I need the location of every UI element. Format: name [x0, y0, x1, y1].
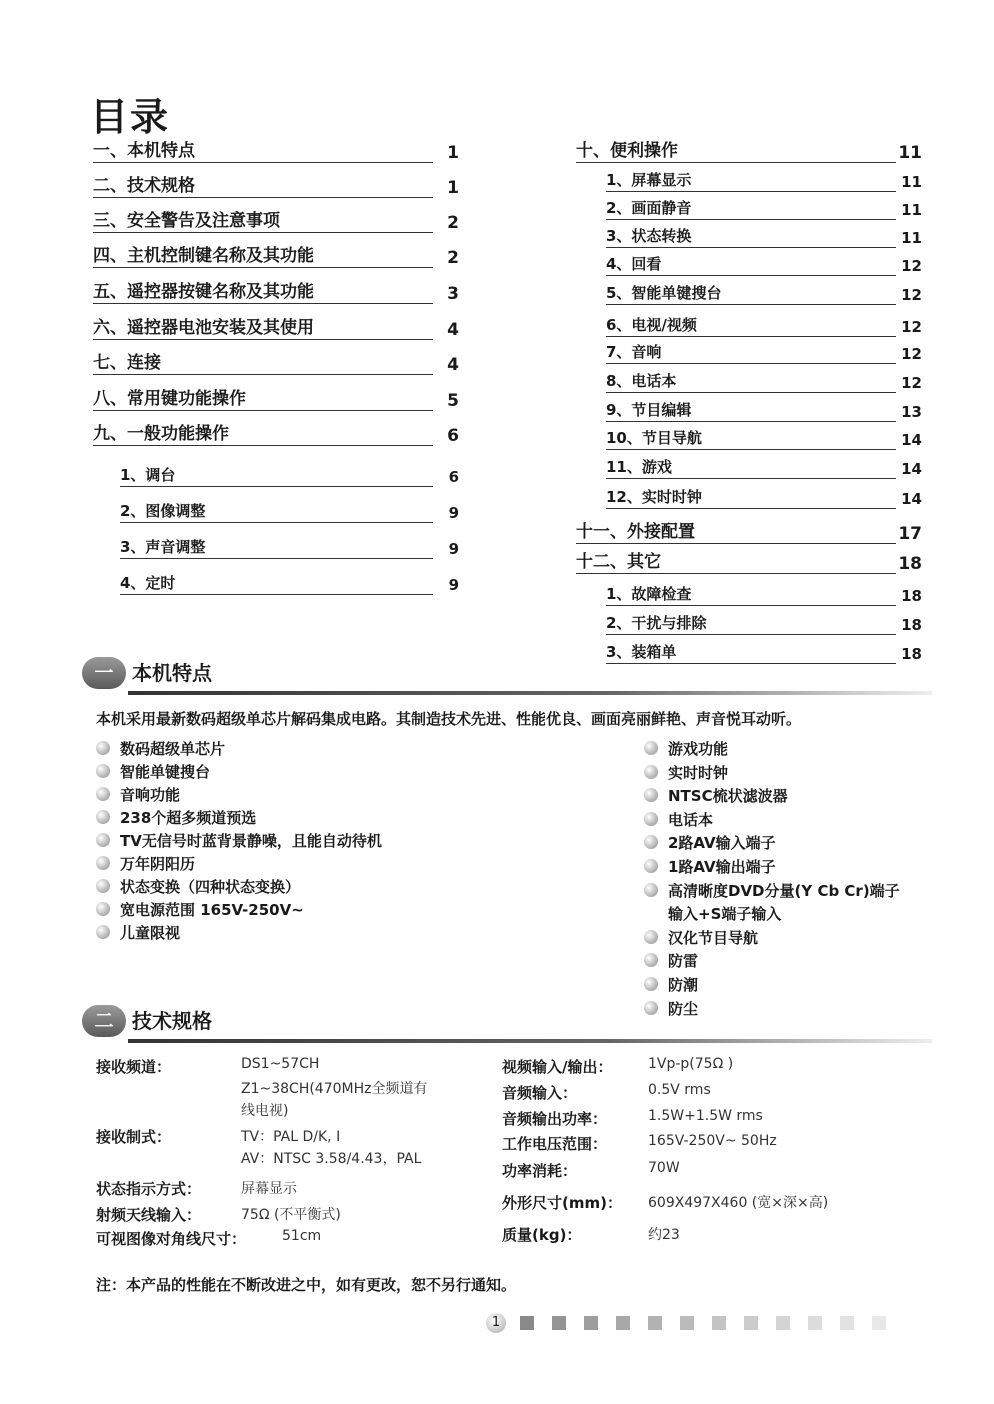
bullet-icon: [644, 812, 658, 826]
bullet-icon: [644, 835, 658, 849]
bullet-icon: [644, 788, 658, 802]
spec-label: 视频输入/输出：: [502, 1058, 613, 1076]
bullet-icon: [644, 883, 658, 897]
spec-label: 工作电压范围：: [502, 1135, 608, 1153]
feature-text: 1路AV输出端子: [668, 858, 776, 876]
toc-entry-label: 8、电话本: [606, 371, 896, 393]
bullet-icon: [96, 741, 110, 755]
spec-value: 约23: [648, 1227, 680, 1243]
footnote: 注：本产品的性能在不断改进之中，如有更改，恕不另行通知。: [96, 1276, 517, 1294]
spec-value: 75Ω (不平衡式): [241, 1207, 341, 1223]
toc-entry-label: 1、调台: [120, 465, 433, 487]
spec-value: 609X497X460 (宽×深×高): [648, 1195, 829, 1211]
toc-entry-page: 14: [901, 490, 922, 508]
spec-value: 1.5W+1.5W rms: [648, 1108, 763, 1124]
feature-text: 汉化节目导航: [668, 928, 759, 947]
feature-item: [96, 738, 225, 760]
feature-item: [96, 761, 210, 783]
toc-entry-page: 6: [448, 468, 459, 486]
toc-entry[interactable]: [576, 552, 922, 574]
toc-entry-page: 12: [901, 345, 922, 363]
spec-value: 165V-250V~ 50Hz: [648, 1133, 777, 1149]
feature-text: 238个超多频道预选: [120, 809, 257, 827]
bullet-icon: [96, 833, 110, 847]
toc-entry-label: 11、游戏: [606, 457, 896, 479]
toc-entry-label: 7、音响: [606, 342, 896, 364]
feature-text: 数码超级单芯片: [120, 740, 226, 758]
section2-divider: [128, 1039, 932, 1043]
toc-entry-page: 2: [447, 213, 459, 233]
toc-entry[interactable]: [606, 487, 922, 509]
toc-entry-page: 12: [901, 286, 922, 304]
toc-entry[interactable]: [606, 400, 922, 422]
decoration-square: [744, 1316, 758, 1330]
bullet-icon: [644, 741, 658, 755]
toc-entry-label: 6、电视/视频: [606, 315, 896, 337]
spec-value: TV：PAL D/K, I: [241, 1129, 341, 1145]
toc-entry-label: 3、状态转换: [606, 226, 896, 248]
toc-entry-label: 七、连接: [93, 353, 433, 375]
feature-item: [96, 876, 300, 898]
spec-value: 70W: [648, 1160, 680, 1176]
decoration-square: [680, 1316, 694, 1330]
feature-item: [96, 784, 180, 806]
feature-text: 状态变换（四种状态变换）: [120, 878, 301, 896]
bullet-icon: [96, 810, 110, 824]
bullet-icon: [644, 977, 658, 991]
toc-entry[interactable]: [606, 254, 922, 276]
page-indicator: [486, 1312, 904, 1334]
toc-entry-page: 1: [447, 143, 459, 163]
toc-entry[interactable]: [93, 141, 459, 163]
bullet-icon: [96, 764, 110, 778]
toc-entry-page: 4: [447, 320, 459, 340]
feature-item: [644, 927, 758, 949]
spec-label: 音频输出功率：: [502, 1110, 608, 1128]
toc-entry-label: 八、常用键功能操作: [93, 389, 433, 411]
spec-label: 功率消耗：: [502, 1162, 578, 1180]
toc-entry[interactable]: [93, 318, 459, 340]
decoration-square: [808, 1316, 822, 1330]
toc-entry-label: 1、屏幕显示: [606, 170, 896, 192]
decoration-square: [584, 1316, 598, 1330]
toc-entry[interactable]: [93, 176, 459, 198]
feature-text: 儿童限视: [120, 924, 181, 942]
spec-label: 接收制式：: [96, 1128, 172, 1146]
toc-entry[interactable]: [120, 537, 459, 559]
feature-item: [644, 785, 788, 807]
toc-entry-page: 14: [901, 431, 922, 449]
bullet-icon: [96, 879, 110, 893]
spec-value: 51cm: [282, 1228, 322, 1244]
toc-entry-label: 一、本机特点: [93, 141, 433, 163]
spec-label: 可视图像对角线尺寸：: [96, 1230, 247, 1248]
spec-label: 外形尺寸(mm)：: [502, 1194, 622, 1212]
feature-text: TV无信号时蓝背景静噪，且能自动待机: [120, 832, 382, 850]
feature-item: [96, 899, 304, 921]
feature-item: [644, 762, 728, 784]
feature-text: 输入+S端子输入: [668, 905, 782, 924]
feature-item: [96, 807, 256, 829]
toc-entry-label: 2、画面静音: [606, 198, 896, 220]
toc-entry-label: 3、装箱单: [606, 642, 896, 664]
toc-entry-label: 4、回看: [606, 254, 896, 276]
toc-entry[interactable]: [606, 226, 922, 248]
toc-entry-page: 11: [901, 201, 922, 219]
toc-entry-page: 9: [448, 540, 459, 558]
spec-label: 接收频道：: [96, 1058, 172, 1076]
toc-entry[interactable]: [120, 573, 459, 595]
toc-entry-label: 2、干扰与排除: [606, 613, 896, 635]
feature-item: [644, 809, 713, 831]
feature-text: NTSC梳状滤波器: [668, 787, 788, 806]
decoration-square: [648, 1316, 662, 1330]
toc-entry-page: 6: [447, 426, 459, 446]
spec-value: AV：NTSC 3.58/4.43，PAL: [241, 1151, 422, 1167]
feature-text: 电话本: [668, 810, 714, 829]
toc-entry-page: 12: [901, 318, 922, 336]
spec-label: 射频天线输入：: [96, 1206, 202, 1224]
toc-entry[interactable]: [606, 584, 922, 606]
toc-entry-label: 5、智能单键搜台: [606, 283, 896, 305]
page-title: 目录: [90, 95, 171, 139]
toc-entry-page: 2: [447, 248, 459, 268]
toc-entry[interactable]: [606, 170, 922, 192]
toc-entry-page: 9: [448, 576, 459, 594]
toc-entry[interactable]: [606, 283, 922, 305]
toc-entry-label: 十、便利操作: [576, 141, 896, 163]
decoration-square: [552, 1316, 566, 1330]
feature-text: 宽电源范围 165V-250V~: [120, 901, 304, 919]
feature-item: [644, 950, 698, 972]
toc-entry[interactable]: [606, 428, 922, 450]
toc-entry-label: 1、故障检查: [606, 584, 896, 606]
toc-entry-label: 十二、其它: [576, 552, 896, 574]
page-number: 1: [486, 1313, 506, 1333]
spec-value: Z1~38CH(470MHz全频道有: [241, 1081, 428, 1097]
toc-entry-label: 12、实时时钟: [606, 487, 896, 509]
section2-header: [82, 1003, 932, 1043]
bullet-icon: [96, 856, 110, 870]
toc-entry-label: 二、技术规格: [93, 176, 433, 198]
decoration-square: [776, 1316, 790, 1330]
toc-entry[interactable]: [606, 371, 922, 393]
decoration-square: [520, 1316, 534, 1330]
toc-entry[interactable]: [606, 342, 922, 364]
toc-entry-page: 3: [447, 284, 459, 304]
toc-entry-page: 12: [901, 374, 922, 392]
spec-value: 1Vp-p(75Ω ): [648, 1056, 734, 1072]
toc-entry[interactable]: [606, 315, 922, 337]
bullet-icon: [644, 859, 658, 873]
decoration-square: [616, 1316, 630, 1330]
section2-title: 技术规格: [132, 1009, 212, 1033]
toc-entry-page: 5: [447, 391, 459, 411]
bullet-icon: [96, 902, 110, 916]
bullet-icon: [644, 953, 658, 967]
toc-entry-label: 4、定时: [120, 573, 433, 595]
toc-entry-page: 18: [901, 645, 922, 663]
toc-entry-page: 18: [901, 587, 922, 605]
feature-text: 音响功能: [120, 786, 181, 804]
toc-entry-page: 11: [901, 173, 922, 191]
section1-divider: [128, 691, 932, 695]
toc-entry-label: 十一、外接配置: [576, 522, 896, 544]
feature-text: 高清晰度DVD分量(Y Cb Cr)端子: [668, 881, 900, 900]
feature-item: [96, 922, 180, 944]
decoration-square: [712, 1316, 726, 1330]
toc-entry-page: 12: [901, 257, 922, 275]
section1-title: 本机特点: [132, 661, 212, 685]
spec-label: 质量(kg)：: [502, 1226, 582, 1244]
bullet-icon: [644, 930, 658, 944]
spec-value: 线电视): [241, 1103, 289, 1119]
feature-item: [96, 853, 195, 875]
toc-entry-page: 14: [901, 460, 922, 478]
feature-text: 万年阴阳历: [120, 855, 196, 873]
feature-item: [644, 856, 776, 878]
toc-entry[interactable]: [606, 457, 922, 479]
toc-entry-page: 18: [901, 616, 922, 634]
toc-entry[interactable]: [93, 353, 459, 375]
toc-entry-page: 18: [898, 554, 922, 574]
feature-text: 防尘: [668, 999, 699, 1018]
spec-label: 音频输入：: [502, 1084, 578, 1102]
bullet-icon: [96, 787, 110, 801]
section1-badge: 一: [82, 657, 126, 689]
toc-entry-label: 9、节目编辑: [606, 400, 896, 422]
decoration-square: [872, 1316, 886, 1330]
feature-text: 游戏功能: [668, 740, 729, 758]
toc-entry-page: 13: [901, 403, 922, 421]
spec-label: 状态指示方式：: [96, 1180, 202, 1198]
bullet-icon: [644, 765, 658, 779]
decoration-square: [840, 1316, 854, 1330]
spec-value: 屏幕显示: [241, 1181, 297, 1197]
spec-value: 0.5V rms: [648, 1082, 711, 1098]
section2-badge: 二: [82, 1005, 126, 1037]
toc-entry[interactable]: [606, 198, 922, 220]
toc-entry-label: 九、一般功能操作: [93, 424, 433, 446]
feature-text: 防雷: [668, 952, 699, 971]
toc-entry[interactable]: [93, 424, 459, 446]
toc-entry-label: 3、声音调整: [120, 537, 433, 559]
toc-entry[interactable]: [93, 246, 459, 268]
section1-intro: 本机采用最新数码超级单芯片解码集成电路。其制造技术先进、性能优良、画面亮丽鲜艳、声音悦耳动听。: [96, 710, 802, 728]
feature-text: 实时时钟: [668, 763, 729, 782]
feature-item: [96, 830, 382, 852]
spec-value: DS1~57CH: [241, 1056, 320, 1072]
toc-entry-label: 四、主机控制键名称及其功能: [93, 246, 433, 268]
toc-entry-page: 4: [447, 355, 459, 375]
toc-entry-page: 17: [898, 524, 922, 544]
toc-entry-label: 2、图像调整: [120, 501, 433, 523]
toc-entry-page: 11: [898, 143, 922, 163]
toc-entry-page: 1: [447, 178, 459, 198]
toc-entry[interactable]: [93, 211, 459, 233]
feature-item: [644, 738, 728, 760]
toc-entry-label: 10、节目导航: [606, 428, 896, 450]
toc-entry-page: 11: [901, 229, 922, 247]
feature-item: [644, 974, 698, 996]
toc-entry-label: 六、遥控器电池安装及其使用: [93, 318, 433, 340]
bullet-icon: [96, 925, 110, 939]
toc-entry[interactable]: [576, 522, 922, 544]
toc-entry-page: 9: [448, 504, 459, 522]
feature-item: [644, 903, 781, 925]
feature-text: 2路AV输入端子: [668, 834, 776, 853]
page-decoration: [520, 1316, 904, 1330]
feature-text: 防潮: [668, 976, 699, 994]
toc-entry[interactable]: [93, 389, 459, 411]
toc-entry[interactable]: [120, 465, 459, 487]
feature-text: 智能单键搜台: [120, 763, 211, 781]
toc-entry[interactable]: [93, 282, 459, 304]
feature-item: [644, 832, 776, 854]
toc-entry[interactable]: [576, 141, 922, 163]
toc-entry[interactable]: [120, 501, 459, 523]
section1-header: [82, 655, 932, 695]
feature-item: [644, 880, 900, 902]
toc-entry-label: 五、遥控器按键名称及其功能: [93, 282, 433, 304]
toc-entry-label: 三、安全警告及注意事项: [93, 211, 433, 233]
toc-entry[interactable]: [606, 613, 922, 635]
